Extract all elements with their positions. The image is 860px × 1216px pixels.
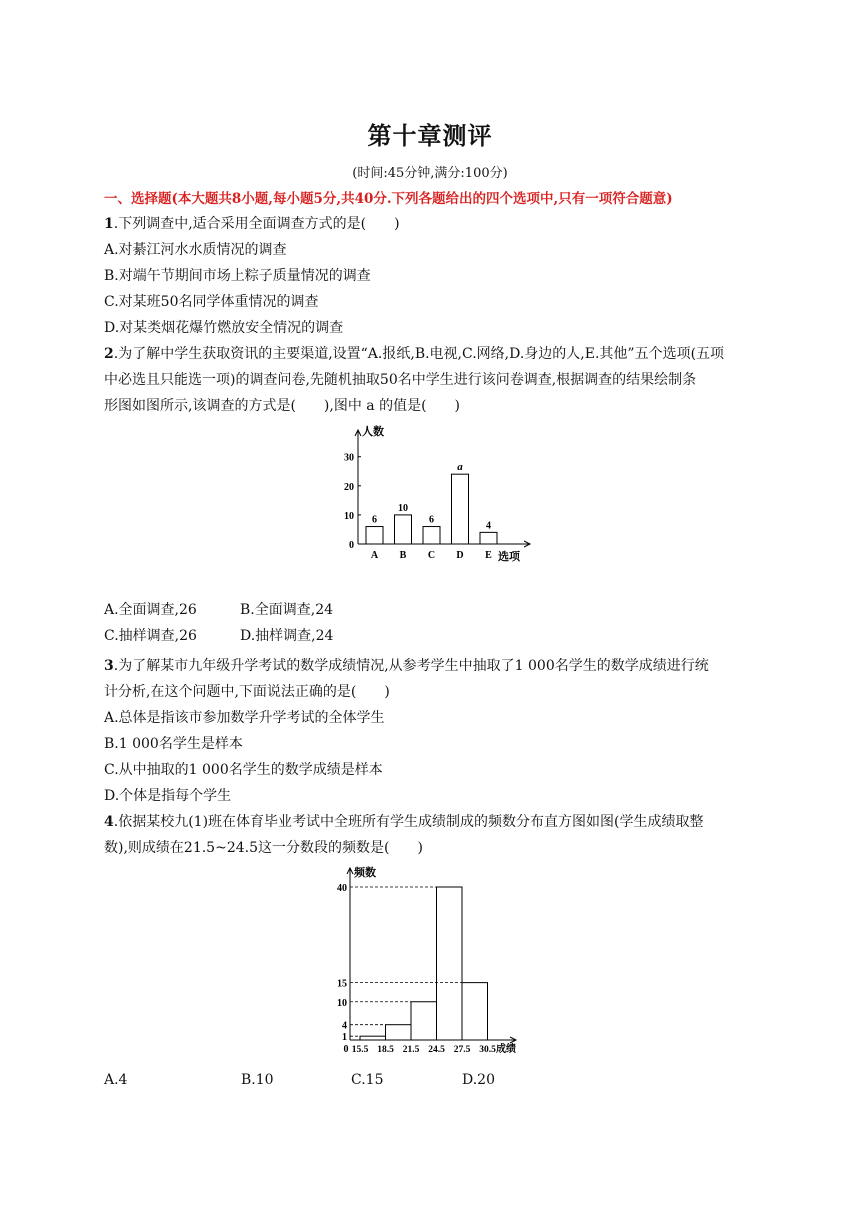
bar-E xyxy=(480,532,497,544)
y-tick-label-15: 15 xyxy=(337,978,347,990)
histogram-bar-3 xyxy=(411,1002,437,1040)
x-tick-label-A: A xyxy=(370,550,379,561)
x-tick-label-30.5: 30.5 xyxy=(479,1045,496,1055)
page-title: 第十章测评 xyxy=(367,121,493,150)
question-4-options-row xyxy=(104,1070,495,1090)
x-tick-label-21.5: 21.5 xyxy=(402,1045,420,1055)
data-label-C: 6 xyxy=(429,514,434,526)
histogram-scores xyxy=(320,862,540,1062)
question-3-stem-line-2: 计分析,在这个问题中,下面说法正确的是( ) xyxy=(104,684,390,700)
x-tick-label-27.5: 27.5 xyxy=(453,1045,471,1055)
bar-C xyxy=(423,527,440,544)
question-2-option-a[interactable]: A.全面调查,26 xyxy=(104,602,197,618)
exam-info: (时间:45分钟,满分:100分) xyxy=(352,166,508,181)
question-2-option-d[interactable]: D.抽样调查,24 xyxy=(240,628,334,644)
question-1-option-c[interactable]: C.对某班50名同学体重情况的调查 xyxy=(104,294,319,310)
origin-label: 0 xyxy=(343,1044,349,1055)
question-2-stem-line-2: 中必选且只能选一项)的调查问卷,先随机抽取50名中学生进行该问卷调查,根据调查的结果绘制条 xyxy=(104,372,697,388)
bar-chart-channels xyxy=(330,420,550,570)
y-tick-label-1: 1 xyxy=(342,1032,347,1044)
question-number: 4 xyxy=(104,814,114,830)
question-3-option-b[interactable]: B.1 000名学生是样本 xyxy=(104,736,243,752)
question-2-option-b[interactable]: B.全面调查,24 xyxy=(240,602,334,618)
question-4-option-a[interactable]: A.4 xyxy=(104,1072,128,1088)
histogram-bar-4 xyxy=(437,887,463,1040)
question-4-option-d[interactable]: D.20 xyxy=(462,1072,495,1088)
question-2-option-c[interactable]: C.抽样调查,26 xyxy=(104,628,197,644)
question-2-stem-line-1: 2.为了解中学生获取资讯的主要渠道,设置“A.报纸,B.电视,C.网络,D.身边的人,E.其他”五个选项(五项 xyxy=(104,346,725,362)
histogram-bar-1 xyxy=(360,1036,386,1040)
question-2-stem-line-3: 形图如图所示,该调查的方式是( ),图中 a 的值是( ) xyxy=(104,398,460,414)
question-3-option-d[interactable]: D.个体是指每个学生 xyxy=(104,788,232,804)
y-tick-label: 0 xyxy=(349,540,354,551)
question-2-options-row-1 xyxy=(104,600,333,620)
y-tick-label-40: 40 xyxy=(337,883,347,894)
data-label-A: 6 xyxy=(372,514,377,526)
y-axis-label: 频数 xyxy=(354,867,376,879)
x-axis-label: 选项 xyxy=(498,551,520,563)
question-3-option-a[interactable]: A.总体是指该市参加数学升学考试的全体学生 xyxy=(104,710,385,726)
bar-A xyxy=(366,527,383,544)
bar-D xyxy=(452,474,469,544)
question-1-option-d[interactable]: D.对某类烟花爆竹燃放安全情况的调查 xyxy=(104,320,344,336)
x-tick-label-24.5: 24.5 xyxy=(428,1045,445,1055)
bar-B xyxy=(395,515,412,544)
question-number: 1 xyxy=(104,216,114,232)
question-number: 3 xyxy=(104,658,114,674)
question-4-option-c[interactable]: C.15 xyxy=(351,1072,384,1088)
x-tick-label-D: D xyxy=(456,550,464,561)
question-number: 2 xyxy=(104,346,114,362)
question-2-options-row-2 xyxy=(104,626,333,646)
y-tick-label: 30 xyxy=(344,452,354,464)
y-tick-label: 10 xyxy=(344,510,354,522)
x-axis-label: 成绩 xyxy=(496,1044,516,1055)
x-tick-label-18.5: 18.5 xyxy=(377,1045,394,1055)
y-tick-label: 20 xyxy=(344,481,354,493)
question-3-option-c[interactable]: C.从中抽取的1 000名学生的数学成绩是样本 xyxy=(104,762,383,778)
y-tick-label-10: 10 xyxy=(337,997,347,1009)
data-label-B: 10 xyxy=(398,502,408,514)
question-1-option-b[interactable]: B.对端午节期间市场上粽子质量情况的调查 xyxy=(104,268,371,284)
y-tick-label-4: 4 xyxy=(342,1020,347,1032)
data-label-D: a xyxy=(457,461,463,474)
question-4-option-b[interactable]: B.10 xyxy=(241,1072,274,1088)
histogram-bar-2 xyxy=(386,1025,412,1040)
x-tick-label-15.5: 15.5 xyxy=(351,1045,369,1055)
histogram-bar-5 xyxy=(462,983,488,1040)
question-4-stem-line-1: 4.依据某校九(1)班在体育毕业考试中全班所有学生成绩制成的频数分布直方图如图(学生成绩取整 xyxy=(104,814,704,830)
x-tick-label-C: C xyxy=(427,550,436,561)
data-label-E: 4 xyxy=(486,520,491,532)
question-4-stem-line-2: 数),则成绩在21.5~24.5这一分数段的频数是( ) xyxy=(104,840,423,856)
x-tick-label-B: B xyxy=(399,550,407,561)
question-1-stem: 1.下列调查中,适合采用全面调查方式的是( ) xyxy=(104,216,400,232)
x-tick-label-E: E xyxy=(485,550,492,561)
question-3-stem-line-1: 3.为了解某市九年级升学考试的数学成绩情况,从参考学生中抽取了1 000名学生的数学成绩进行统 xyxy=(104,658,709,674)
section-heading: 一、选择题(本大题共8小题,每小题5分,共40分.下列各题给出的四个选项中,只有一项符合题意) xyxy=(104,191,673,207)
question-1-option-a[interactable]: A.对綦江河水水质情况的调查 xyxy=(104,242,287,258)
y-axis-label: 人数 xyxy=(362,426,384,438)
